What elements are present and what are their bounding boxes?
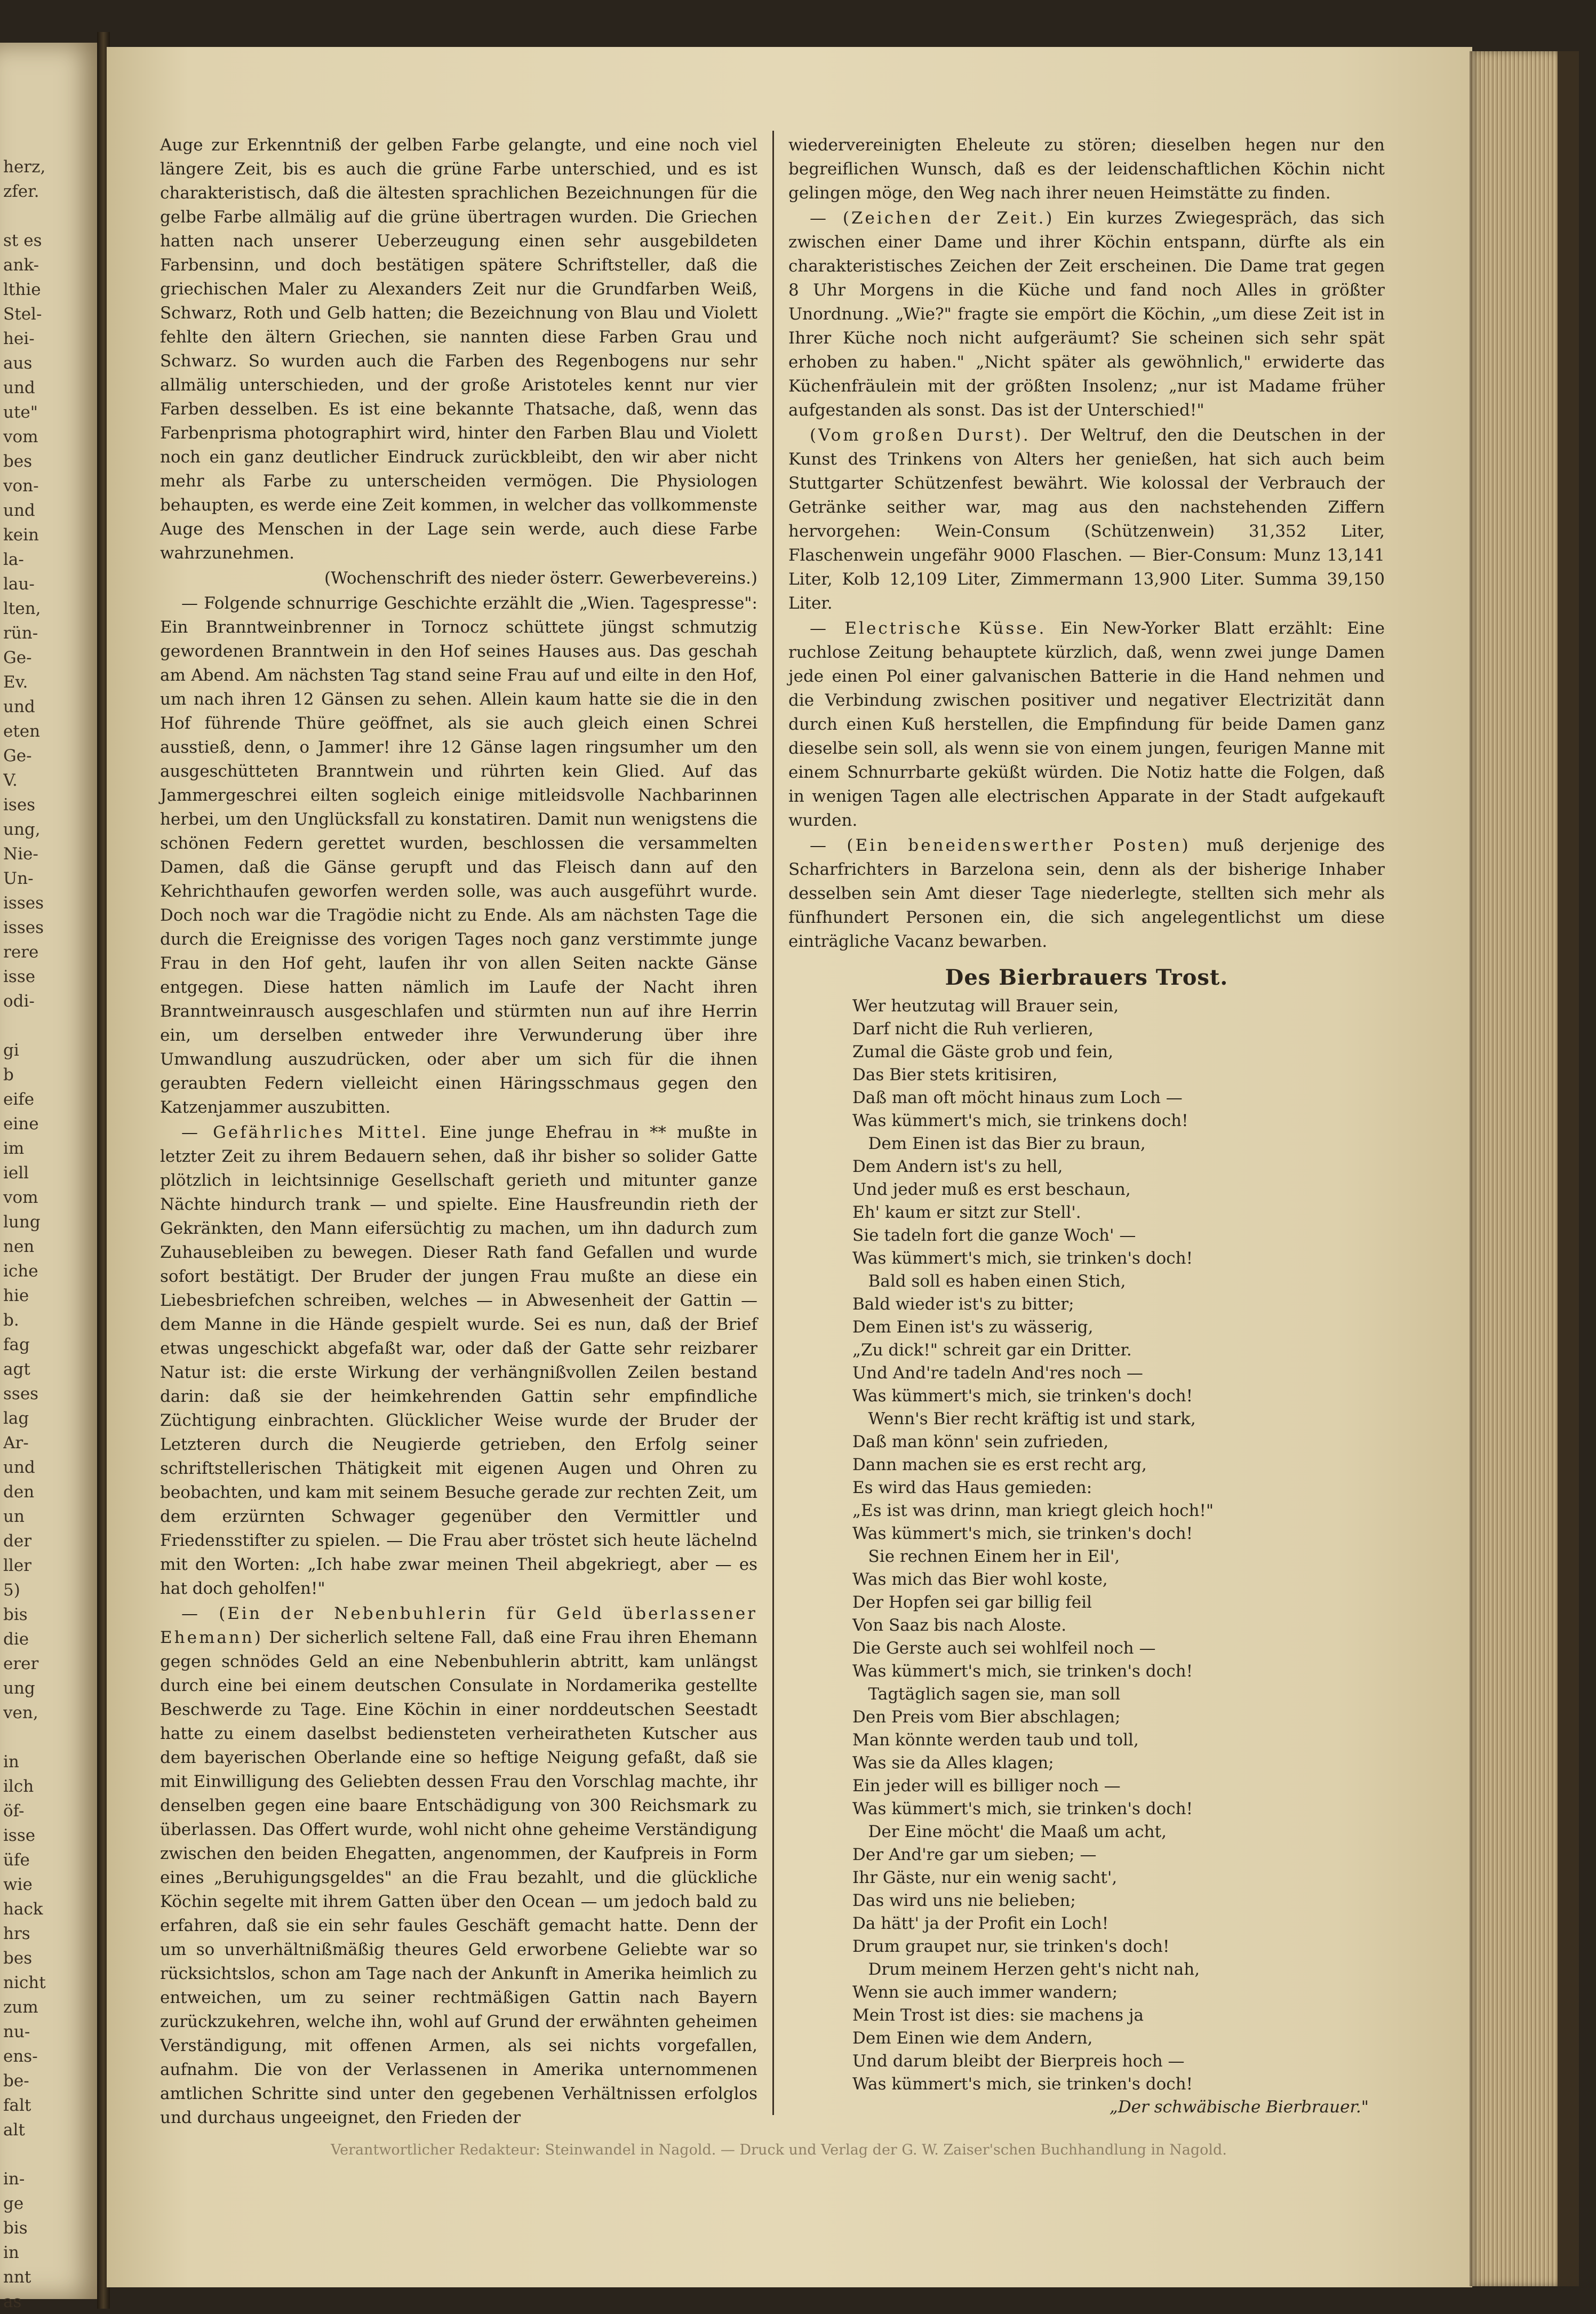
poem-line: Drum graupet nur, sie trinken's doch! xyxy=(852,1937,1170,1956)
article-sign-of-times xyxy=(788,206,1385,422)
article-body: Der Weltruf, den die Deutschen in der Kunst des Trinkens von Alters her genießen, hat sich auch beim Stuttgarter Schützenfest bewährt. Wie kolossal der Verbrauch der Getränke seither war, mag aus den nachstehenden Ziffern hervorgehen: Wein-Consum (Schützenwein) 31,352 Liter, Flaschenwein ungefähr 9000 Flaschen. — Bier-Consum: Munz 13,141 Liter, Kolb 12,109 Liter, Zimmermann 13,900 Liter. Summa 39,150 Liter. xyxy=(788,426,1385,613)
poem-line: Drum meinem Herzen geht's nicht nah, xyxy=(852,1960,1200,1979)
article-body: Ein kurzes Zwiegespräch, das sich zwischen einer Dame und ihrer Köchin entspann, dürfte als ein charakteristisches Zeichen der Zeit erscheinen. Die Dame trat gegen 8 Uhr Morgens in die Küche und fand noch Alles in größter Unordnung. „Wie?" fragte sie empört die Köchin, „um diese Zeit ist in Ihrer Küche noch nicht aufgeräumt? Sie scheinen sich sehr spät erhoben zu haben." „Nicht später als gewöhnlich," erwiderte das Küchenfräulein mit der größten Insolenz; „nur ist Madame früher aufgestanden als sonst. Das ist der Unterschied!" xyxy=(788,209,1385,420)
article-source: (Wochenschrift des nieder österr. Gewerbevereins.) xyxy=(324,569,757,588)
poem-line: Was kümmert's mich, sie trinken's doch! xyxy=(852,1249,1193,1268)
poem-line: Was kümmert's mich, sie trinken's doch! xyxy=(852,1386,1193,1406)
poem-line: Was kümmert's mich, sie trinkens doch! xyxy=(852,1111,1188,1130)
poem-line: Den Preis vom Bier abschlagen; xyxy=(852,1707,1121,1727)
poem-line: Dem Andern ist's zu hell, xyxy=(852,1157,1063,1176)
poem-line: Und And're tadeln And'res noch — xyxy=(852,1363,1143,1383)
poem-title: Des Bierbrauers Trost. xyxy=(945,965,1228,990)
article-heading: — (Zeichen der Zeit.) xyxy=(810,209,1055,228)
right-column xyxy=(788,133,1385,2119)
poem-line: Die Gerste auch sei wohlfeil noch — xyxy=(852,1639,1156,1658)
article-sold-husband xyxy=(160,1602,757,2130)
poem-line: Ihr Gäste, nur ein wenig sacht', xyxy=(852,1868,1118,1887)
previous-page-edge xyxy=(0,43,101,2311)
article-body: muß derjenige des Scharfrichters in Barzelona sein, denn als der bisherige Inhaber desselben sein Amt dieser Tage niederlegte, stellten sich mehr als fünfhundert Personen ein, die sich angelegentlichst um diese einträgliche Vacanz bewarben. xyxy=(788,836,1385,951)
article-heading: — (Ein der Nebenbuhlerin für Geld überlassener Ehemann) xyxy=(160,1604,757,1647)
poem-line: Daß man könn' sein zufrieden, xyxy=(852,1432,1109,1451)
poem-line: Bald soll es haben einen Stich, xyxy=(852,1272,1126,1291)
poem-line: Und jeder muß es erst beschaun, xyxy=(852,1180,1131,1199)
poem-line: Ein jeder will es billiger noch — xyxy=(852,1776,1121,1796)
left-column xyxy=(160,133,757,2131)
poem-line: Da hätt' ja der Profit ein Loch! xyxy=(852,1914,1109,1933)
article-heading: — (Ein beneidenswerther Posten) xyxy=(810,836,1191,855)
poem-line: Was sie da Alles klagen; xyxy=(852,1753,1054,1773)
poem-line: Wenn's Bier recht kräftig ist und stark, xyxy=(852,1409,1196,1429)
previous-page-text-fragments: herz, zfer. st es ank- lthie Stel- hei- aus und ute" vom bes von- und kein la- lau- lten, rün- Ge- Ev. und eten Ge- V. ises ung, Nie- Un- isses isses rere isse odi- gi b eife eine im iell vom lung nen iche hie b. fag agt sses lag Ar- und den un der ller 5) bis die erer ung ven, in ilch öf- isse üfe wie hack hrs bes nicht zum nu- ens- be- falt alt in- ge bis in nnt as xyxy=(3,157,46,2311)
poem-line: Der Eine möcht' die Maaß um acht, xyxy=(852,1822,1167,1841)
poem-line: „Es ist was drinn, man kriegt gleich hoch!" xyxy=(852,1501,1214,1520)
imprint-footer: Verantwortlicher Redakteur: Steinwandel in Nagold. — Druck und Verlag der G. W. Zaiser'schen Buchhandlung in Nagold. xyxy=(331,2142,1227,2158)
poem-line: Dem Einen ist's zu wässerig, xyxy=(852,1318,1094,1337)
poem-line: Dem Einen wie dem Andern, xyxy=(852,2029,1093,2048)
poem-line: Der And're gar um sieben; — xyxy=(852,1845,1097,1864)
article-heading: — Electrische Küsse. xyxy=(810,619,1047,638)
poem-line: Dann machen sie es erst recht arg, xyxy=(852,1455,1147,1474)
poem-line: Was kümmert's mich, sie trinken's doch! xyxy=(852,1524,1193,1543)
poem-line: „Zu dick!" schreit gar ein Dritter. xyxy=(852,1340,1132,1360)
article-enviable-post xyxy=(788,834,1385,954)
column-divider xyxy=(772,131,774,2115)
article-heading: (Vom großen Durst). xyxy=(810,426,1031,445)
article-heading: — Gefährliches Mittel. xyxy=(181,1123,429,1142)
article-color-perception: Auge zur Erkenntniß der gelben Farbe gelangte, und eine noch viel längere Zeit, bis es auch die grüne Farbe unterschied, und es ist charakteristisch, daß die ältesten sprachlichen Bezeichnungen für die gelbe Farbe allmälig auf die grüne übertragen wurden. Die Griechen hatten nach unserer Ueberzeugung einen sehr ausgebildeten Farbensinn, und doch bestätigen spätere Schriftsteller, daß die griechischen Maler zu Alexanders Zeit nur die Grundfarben Weiß, Schwarz, Roth und Gelb hatten; die Bezeichnung von Blau und Violett fehlte den ältern Griechen, sie nannten diese Farben Grau und Schwarz. So wurden auch die Farben des Regenbogens nur sehr allmälig unterschieden, und der große Aristoteles kennt nur vier Farben desselben. Es ist eine bekannte Thatsache, daß, wenn das Farbenprisma photographirt wird, hinter den Farben Blau und Violett noch ein ganz deutlicher Eindruck zurückbleibt, den wir aber nicht mehr als Farbe zu unterscheiden vermögen. Die Physiologen behaupten, es werde eine Zeit kommen, in welcher das vollkommenste Auge des Menschen in der Lage sein werde, auch diese Farbe wahrzunehmen. xyxy=(160,135,757,563)
poem-line: Was kümmert's mich, sie trinken's doch! xyxy=(852,1662,1193,1681)
article-body: Ein New-Yorker Blatt erzählt: Eine ruchlose Zeitung behauptete kürzlich, daß, wenn zwei junge Damen jede einen Pol einer galvanischen Batterie in die Hand nehmen und die Verbindung zwischen positiver und negativer Electrizität dann durch einen Kuß herstellen, die Empfindung für beide Damen ganz dieselbe sein soll, als wenn sie von einem jungen, feurigen Manne mit einem Schnurrbarte geküßt würden. Die Notiz hatte die Folgen, daß in wenigen Tagen alle electrischen Apparate in der Stadt aufgekauft wurden. xyxy=(788,619,1385,830)
article-body: Eine junge Ehefrau in ** mußte in letzter Zeit zu ihrem Bedauern sehen, daß ihr bisher so solider Gatte plötzlich in leichtsinnige Gesellschaft gerieth und mitunter ganze Nächte hindurch trank — und spielte. Eine Hausfreundin rieth der Gekränkten, den Mann eifersüchtig zu machen, um ihn dadurch zum Zuhausebleiben zu bewegen. Dieser Rath fand Gefallen und wurde sofort bestätigt. Der Bruder der jungen Frau mußte an diese ein Liebesbriefchen schreiben, welches — in Abwesenheit der Gattin — dem Manne in die Hände gespielt wurde. Sei es nun, daß der Brief etwas ungeschickt abgefaßt war, oder daß der Gatte sehr reizbarer Natur ist: die erste Wirkung der verhängnißvollen Zeilen bestand darin: daß sie der heimkehrenden Gattin sehr empfindliche Züchtigung einbrachten. Glücklicher Weise wurde der Bruder der Letzteren durch die Neugierde getrieben, den Erfolg seiner schriftstellerischen Thätigkeit mit eigenen Augen und Ohren zu beobachten, und kam mit seinem Besuche gerade zur rechten Zeit, um dem erzürnten Schwager gegenüber den Vermittler und Friedensstifter zu spielen. — Die Frau aber tröstet sich heute lächelnd mit den Worten: „Ich habe zwar meinen Theil abgekriegt, aber — es hat doch geholfen!" xyxy=(160,1123,758,1598)
poem-line: Darf nicht die Ruh verlieren, xyxy=(852,1019,1094,1039)
poem xyxy=(788,995,1385,2119)
article-sold-husband-continued: wiedervereinigten Eheleute zu stören; dieselben hegen nur den begreiflichen Wunsch, daß es der leidenschaftlichen Köchin nicht gelingen möge, den Weg nach ihrer neuen Heimstätte zu finden. xyxy=(788,135,1385,203)
article-geese: — Folgende schnurrige Geschichte erzählt die „Wien. Tagespresse": Ein Branntweinbrenner in Tornocz schüttete jüngst schmutzig gewordenen Branntwein in den Hof seines Hauses aus. Das geschah am Abend. Am nächsten Tag stand seine Frau auf und eilte in den Hof, um nach ihren 12 Gänsen zu sehen. Allein kaum hatte sie die in den Hof führende Thüre geöffnet, als sie auch gleich einen Schrei ausstieß, denn, o Jammer! ihre 12 Gänse lagen ringsumher um den ausgeschütteten Branntwein und rührten kein Glied. Auf das Jammergeschrei eilten sogleich einige mitleidsvolle Nachbarinnen herbei, um den Unglücksfall zu konstatiren. Damit nun wenigstens die schönen Federn gerettet wurden, beschlossen die versammelten Damen, daß die Gänse gerupft und das Fleisch dann auf den Kehrichthaufen geworfen werden solle, was auch ausgeführt wurde. Doch noch war die Tragödie nicht zu Ende. Als am nächsten Tage die durch die Ereignisse des vorigen Tages noch ganz verstimmte junge Frau in den Hof geht, laufen ihr von allen Seiten nackte Gänse entgegen. Diese hatten nämlich im Laufe der Nacht ihren Branntweinrausch ausgeschlafen und stürmten nun auf ihre Herrin ein, um derselben entweder ihre Verwunderung über ihre Umwandlung auszudrücken, oder aber um sich für die ihnen geraubten Federn vielleicht einen Häringsschmaus gegen den Katzenjammer auszubitten. xyxy=(160,594,757,1117)
poem-line: Sie rechnen Einem her in Eil', xyxy=(852,1547,1120,1566)
poem-line: Der Hopfen sei gar billig feil xyxy=(852,1593,1092,1612)
poem-line: Dem Einen ist das Bier zu braun, xyxy=(852,1134,1146,1153)
page-stack-edge xyxy=(1470,51,1579,2286)
poem-line: Daß man oft möcht hinaus zum Loch — xyxy=(852,1088,1183,1107)
poem-line: Das Bier stets kritisiren, xyxy=(852,1065,1058,1084)
poem-signature: „Der schwäbische Bierbrauer." xyxy=(1109,2097,1369,2117)
poem-line: Von Saaz bis nach Aloste. xyxy=(852,1616,1067,1635)
poem-line: Wer heutzutag will Brauer sein, xyxy=(852,996,1119,1016)
article-dangerous-remedy xyxy=(160,1121,757,1601)
poem-line: Es wird das Haus gemieden: xyxy=(852,1478,1092,1497)
poem-line: Und darum bleibt der Bierpreis hoch — xyxy=(852,2052,1185,2071)
poem-line: Sie tadeln fort die ganze Woch' — xyxy=(852,1226,1136,1245)
poem-line: Bald wieder ist's zu bitter; xyxy=(852,1295,1074,1314)
poem-line: Was kümmert's mich, sie trinken's doch! xyxy=(852,1799,1193,1818)
poem-line: Was kümmert's mich, sie trinken's doch! xyxy=(852,2074,1193,2094)
poem-line: Mein Trost ist dies: sie machens ja xyxy=(852,2006,1144,2025)
poem-line: Das wird uns nie belieben; xyxy=(852,1891,1076,1910)
article-body: Der sicherlich seltene Fall, daß eine Frau ihren Ehemann gegen schnödes Geld an eine Nebenbuhlerin abtritt, kam unlängst durch eine bei einem deutschen Consulate in Nordamerika gestellte Beschwerde zu Tage. Eine Köchin in einer norddeutschen Seestadt hatte zu einem daselbst bediensteten verheiratheten Kutscher aus dem bayerischen Oberlande eine so heftige Neigung gefaßt, daß sie mit Einwilligung des Geliebten dessen Frau den Vorschlag machte, ihr denselben gegen eine baare Entschädigung von 300 Reichsmark zu überlassen. Das Offert wurde, wohl nicht ohne geheime Verständigung zwischen den beiden Ehegatten, angenommen, der Kaufpreis in Form eines „Beruhigungsgeldes" an die Frau bezahlt, und die glückliche Köchin segelte mit ihrem Gatten über den Ocean — um jedoch bald zu erfahren, daß sie ein sehr faules Geschäft gemacht hatte. Denn der um so unverhältnißmäßig theures Geld erworbene Geliebte war so rücksichtslos, schon am Tage nach der Ankunft in Amerika heimlich zu entweichen, um zu seiner rechtmäßigen Gattin nach Bayern zurückzukehren, welche ihn, wohl auf Grund der erwähnten geheimen Verständigung, mit offenen Armen, als sei nichts vorgefallen, aufnahm. Die von der Verlassenen in Amerika unternommenen amtlichen Schritte sind unter den gegebenen Verhältnissen erfolglos und durchaus ungeeignet, den Frieden der xyxy=(160,1628,757,2127)
poem-line: Was mich das Bier wohl koste, xyxy=(852,1570,1108,1589)
article-electric-kisses xyxy=(788,617,1385,833)
poem-line: Zumal die Gäste grob und fein, xyxy=(852,1042,1114,1062)
poem-line: Eh' kaum er sitzt zur Stell'. xyxy=(852,1203,1081,1222)
poem-line: Man könnte werden taub und toll, xyxy=(852,1730,1139,1750)
article-great-thirst xyxy=(788,424,1385,616)
poem-line: Wenn sie auch immer wandern; xyxy=(852,1983,1118,2002)
poem-line: Tagtäglich sagen sie, man soll xyxy=(852,1685,1121,1704)
